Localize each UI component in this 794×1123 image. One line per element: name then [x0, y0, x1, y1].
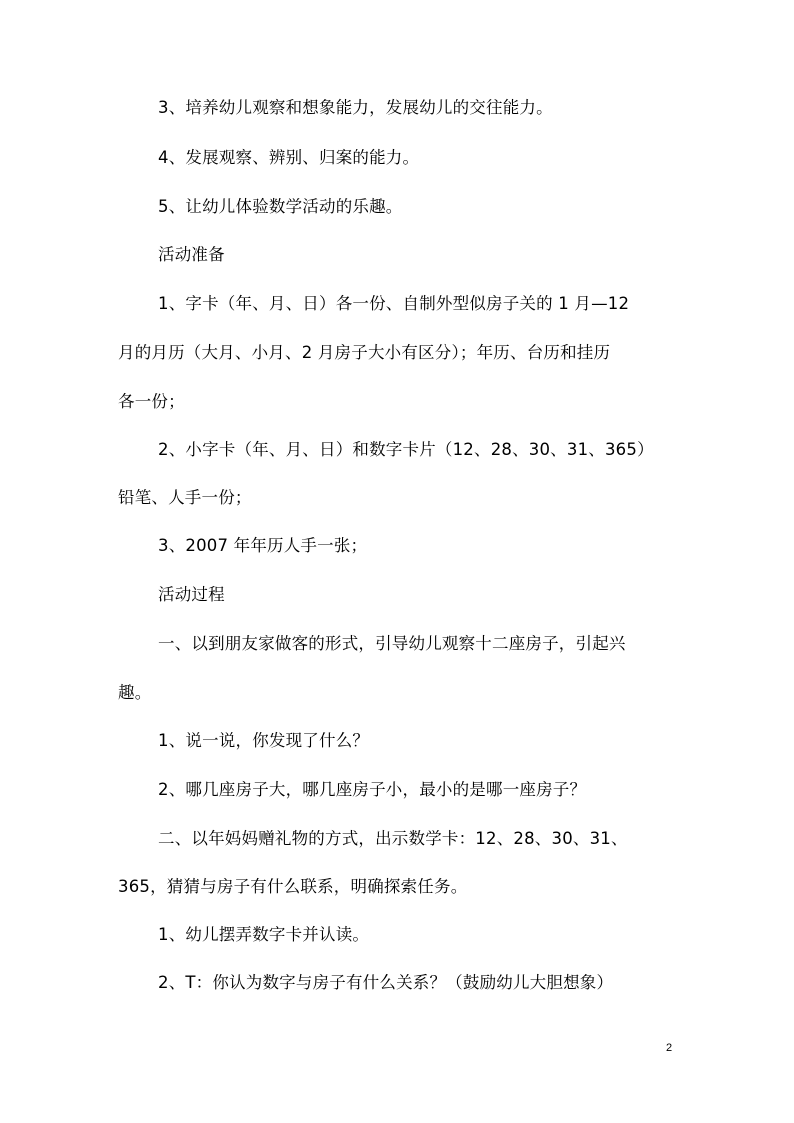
paragraph-step-2-line-1: 二、以年妈妈赠礼物的方式，出示数学卡：12、28、30、31、: [158, 829, 628, 848]
paragraph-step-2-sub-2: 2、T：你认为数字与房子有什么关系？（鼓励幼儿大胆想象）: [158, 973, 614, 992]
paragraph-prep-1-line-1: 1、字卡（年、月、日）各一份、自制外型似房子关的 1 月—12: [158, 294, 630, 313]
paragraph-prep-1-line-2: 月的月历（大月、小月、2 月房子大小有区分）；年历、台历和挂历: [118, 343, 611, 362]
paragraph-goal-3: 3、培养幼儿观察和想象能力，发展幼儿的交往能力。: [158, 98, 553, 117]
paragraph-step-1-line-2: 趣。: [118, 683, 152, 702]
heading-activity-process: 活动过程: [158, 585, 225, 604]
paragraph-step-1-line-1: 一、以到朋友家做客的形式，引导幼儿观察十二座房子，引起兴: [158, 634, 626, 653]
paragraph-step-1-sub-2: 2、哪几座房子大，哪几座房子小，最小的是哪一座房子？: [158, 780, 587, 799]
paragraph-goal-4: 4、发展观察、辨别、归案的能力。: [158, 148, 420, 167]
paragraph-step-2-line-2: 365，猜猜与房子有什么联系，明确探索任务。: [118, 877, 468, 896]
paragraph-goal-5: 5、让幼儿体验数学活动的乐趣。: [158, 197, 403, 216]
paragraph-prep-3: 3、2007 年年历人手一张；: [158, 536, 368, 555]
paragraph-prep-2-line-1: 2、小字卡（年、月、日）和数字卡片（12、28、30、31、365）: [158, 440, 654, 459]
page-number: 2: [666, 1042, 673, 1054]
paragraph-step-1-sub-1: 1、说一说，你发现了什么？: [158, 731, 370, 750]
heading-activity-prep: 活动准备: [158, 245, 225, 264]
paragraph-prep-1-line-3: 各一份；: [118, 392, 185, 411]
paragraph-prep-2-line-2: 铅笔、人手一份；: [118, 488, 252, 507]
paragraph-step-2-sub-1: 1、幼儿摆弄数字卡并认读。: [158, 925, 370, 944]
